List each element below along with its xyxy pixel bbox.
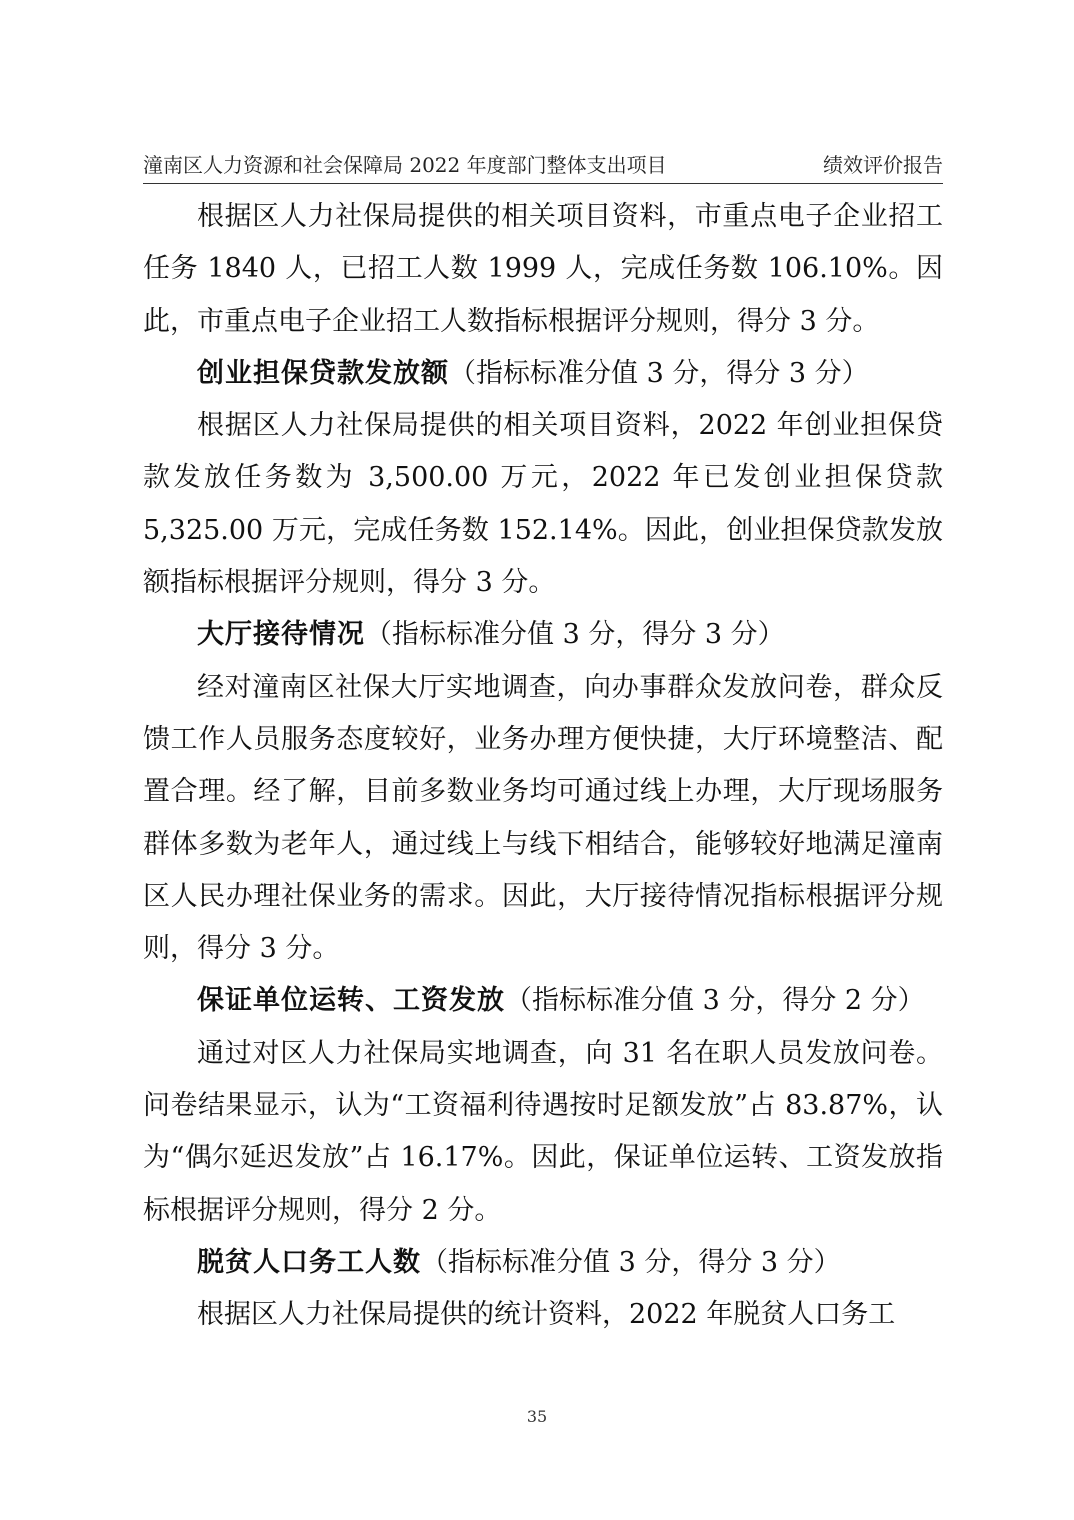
indicator-score-loan: （指标标准分值 3 分，得分 3 分） [449,357,869,389]
indicator-title-employment: 脱贫人口务工人数 [197,1246,421,1278]
page-header [143,150,943,180]
indicator-heading-loan [143,348,943,400]
paragraph-loan-result: 根据区人力社保局提供的相关项目资料，2022 年创业担保贷款发放任务数为 3,500.00 万元，2022 年已发创业担保贷款 5,325.00 万元，完成任务数 152.14%。因此，创业担保贷款发放额指标根据评分规则，得分 3 分。 [143,410,943,599]
paragraph-employment-result: 根据区人力社保局提供的统计资料，2022 年脱贫人口务工 [197,1299,896,1331]
paragraph-hall-result: 经对潼南区社保大厅实地调查，向办事群众发放问卷，群众反馈工作人员服务态度较好，业务办理方便快捷，大厅环境整洁、配置合理。经了解，目前多数业务均可通过线上办理，大厅现场服务群体多数为老年人，通过线上与线下相结合，能够较好地满足潼南区人民办理社保业务的需求。因此，大厅接待情况指标根据评分规则，得分 3 分。 [143,671,943,965]
indicator-title-loan: 创业担保贷款发放额 [197,357,449,389]
indicator-heading-salary [143,975,943,1027]
paragraph-salary-result: 通过对区人力社保局实地调查，向 31 名在职人员发放问卷。问卷结果显示，认为“工资福利待遇按时足额发放”占 83.87%，认为“偶尔延迟发放”占 16.17%。因此，保证单位运转、工资发放指标根据评分规则，得分 2 分。 [143,1037,943,1226]
indicator-score-hall: （指标标准分值 3 分，得分 3 分） [365,619,785,651]
indicator-title-hall: 大厅接待情况 [197,619,365,651]
indicator-heading-hall [143,609,943,661]
paragraph-recruitment-result: 根据区人力社保局提供的相关项目资料，市重点电子企业招工任务 1840 人，已招工人数 1999 人，完成任务数 106.10%。因此，市重点电子企业招工人数指标根据评分规则，得分 3 分。 [143,201,943,337]
header-title: 潼南区人力资源和社会保障局 2022 年度部门整体支出项目 [143,153,667,177]
indicator-title-salary: 保证单位运转、工资发放 [197,985,505,1017]
indicator-score-employment: （指标标准分值 3 分，得分 3 分） [421,1246,841,1278]
document-body [143,191,943,1342]
header-report-type: 绩效评价报告 [823,153,943,177]
indicator-score-salary: （指标标准分值 3 分，得分 2 分） [505,985,925,1017]
header-divider [143,183,943,184]
page-number: 35 [526,1407,548,1426]
indicator-heading-employment [143,1237,943,1289]
